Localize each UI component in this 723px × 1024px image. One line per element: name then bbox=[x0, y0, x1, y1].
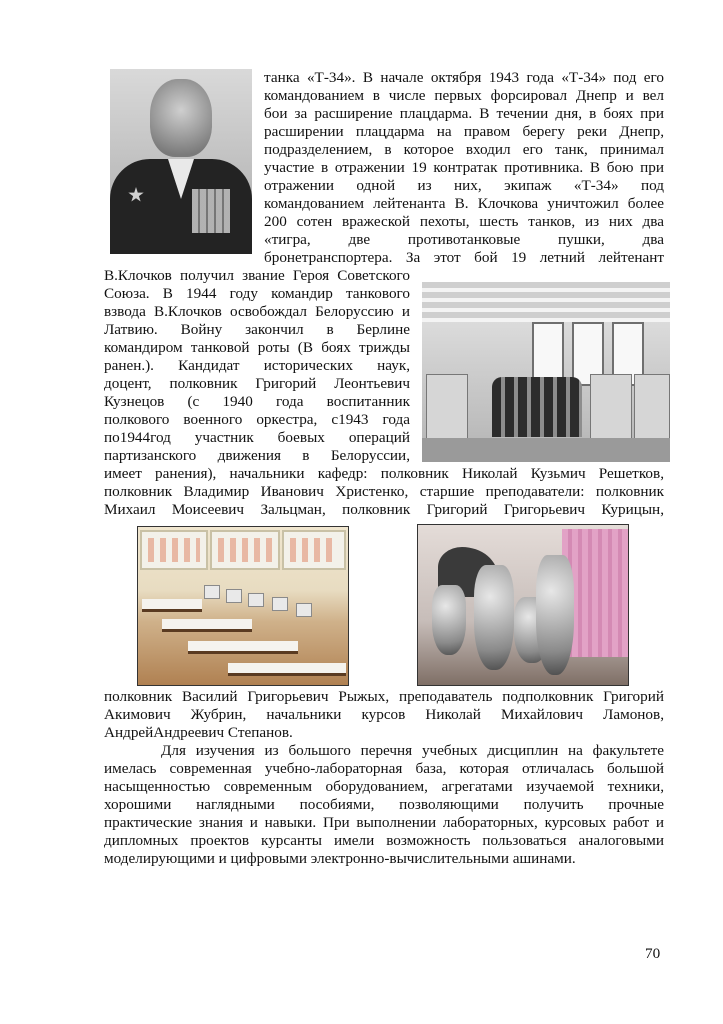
text-line: хорошими наглядными пособиями, позволяющими получить прочные bbox=[104, 796, 664, 813]
text-line: расширении плацдарма на правом берегу реки Днепр, bbox=[264, 123, 664, 140]
text-line: Латвию. Войну закончил в Берлине bbox=[104, 321, 410, 338]
text-line: АндрейАндреевич Степанов. bbox=[104, 724, 293, 741]
text-line: танка «Т-34». В начале октября 1943 года «Т-34» под его bbox=[264, 69, 664, 86]
text-line: бронетранспортера. За этот бой 19 летний лейтенант bbox=[264, 249, 664, 266]
text-line: командованием в числе первых форсировал Днепр и вел bbox=[264, 87, 664, 104]
text-line: командиром танковой роты (В боях трижды bbox=[104, 339, 410, 356]
text-line: Для изучения из большого перечня учебных дисциплин на факультете bbox=[161, 742, 664, 759]
text-line: Кузнецов (с 1940 года воспитанник bbox=[104, 393, 410, 410]
text-line: имелась современная учебно-лабораторная база, которая отличалась большой bbox=[104, 760, 664, 777]
text-line: доцент, полковник Григорий Леонтьевич bbox=[104, 375, 410, 392]
text-line: бои за расширение плацдарма. В течении дня, в боях при bbox=[264, 105, 664, 122]
engines-photo bbox=[417, 524, 629, 686]
text-line: партизанского движения в Белоруссии, bbox=[104, 447, 410, 464]
text-line: подразделением, в которое входил его танк, принимал bbox=[264, 141, 664, 158]
laboratory-photo bbox=[422, 282, 670, 462]
text-line: дипломных проектов курсанты имели возможность пользоваться аналоговыми bbox=[104, 832, 664, 849]
text-line: взвода В.Клочков освобождал Белоруссию и bbox=[104, 303, 410, 320]
text-line: полковник Василий Григорьевич Рыжых, преподаватель подполковник Григорий bbox=[104, 688, 664, 705]
text-line: полковник Владимир Иванович Христенко, старшие преподаватели: полковник bbox=[104, 483, 664, 500]
text-line: полкового военного оркестра, с1943 года bbox=[104, 411, 410, 428]
text-line: участие в отражении 19 контратак противника. В бою при bbox=[264, 159, 664, 176]
portrait-photo bbox=[110, 69, 252, 254]
page-number: 70 bbox=[645, 945, 661, 962]
text-line: Михаил Моисеевич Зальцман, полковник Григорий Григорьевич Курицын, bbox=[104, 501, 664, 518]
text-line: В.Клочков получил звание Героя Советского bbox=[104, 267, 410, 284]
text-line: по1944год участник боевых операций bbox=[104, 429, 410, 446]
text-line: 200 сотен вражеской пехоты, шесть танков, из них два bbox=[264, 213, 664, 230]
text-line: насыщенностью современным оборудованием, агрегатами изучаемой техники, bbox=[104, 778, 664, 795]
text-line: Акимович Жубрин, начальники курсов Николай Михайлович Ламонов, bbox=[104, 706, 664, 723]
text-line: командованием лейтенанта В. Клочкова уничтожил более bbox=[264, 195, 664, 212]
text-line: практические знания и навыки. При выполнении лабораторных, курсовых работ и bbox=[104, 814, 664, 831]
text-line: ранен.). Кандидат исторических наук, bbox=[104, 357, 410, 374]
text-line: имеет ранения), начальники кафедр: полковник Николай Кузьмич Решетков, bbox=[104, 465, 664, 482]
classroom-photo bbox=[137, 526, 349, 686]
text-line: Союза. В 1944 году командир танкового bbox=[104, 285, 410, 302]
text-line: моделирующими и цифровыми электронно-вычислительными ашинами. bbox=[104, 850, 576, 867]
text-line: «тигра, две противотанковые пушки, два bbox=[264, 231, 664, 248]
text-line: отражении одной из них, экипаж «Т-34» под bbox=[264, 177, 664, 194]
